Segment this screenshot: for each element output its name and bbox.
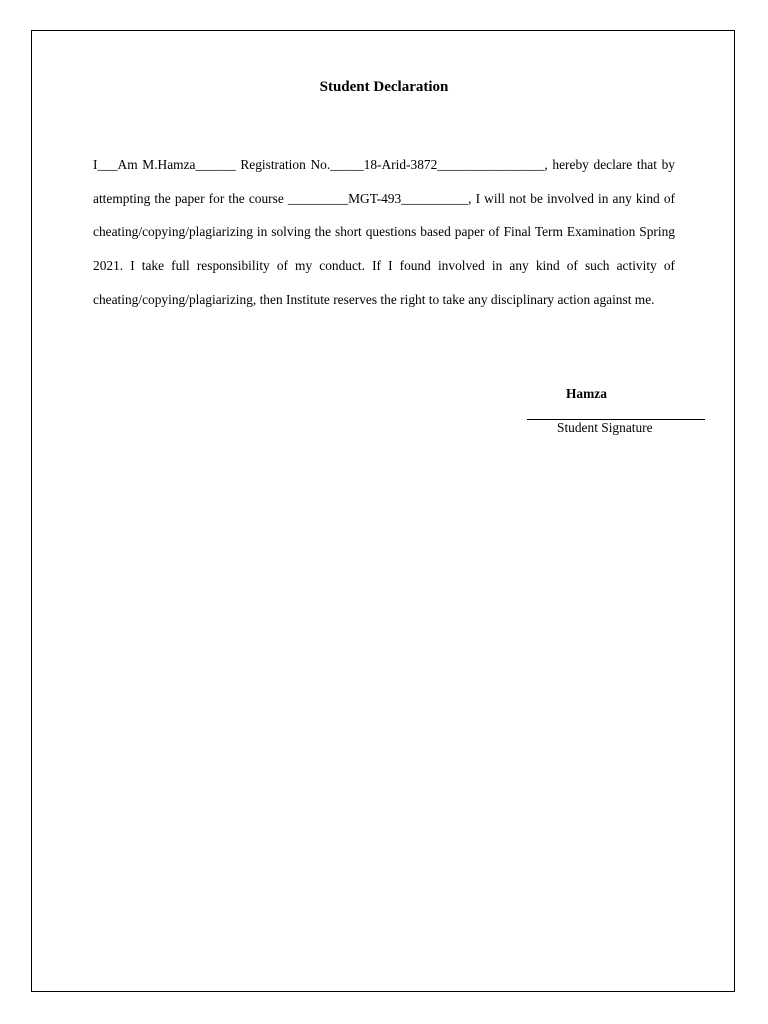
signer-name: Hamza [566,386,607,401]
page-title: Student Declaration [319,79,449,95]
signature-label: Student Signature [557,420,653,435]
declaration-paragraph: I___Am M.Hamza______ Registration No._____18-Arid-3872________________, hereby declare that by attempting the paper for the course _________MGT-493__________, I will not be involved in any kind of cheating/copying/plagiarizing in solving the short questions based paper of Final Term Examination Spring 2021. I take full responsibility of my conduct. If I found involved in any kind of such activity of cheating/copying/plagiarizing, then Institute reserves the right to take any disciplinary action against me. [93,157,675,307]
